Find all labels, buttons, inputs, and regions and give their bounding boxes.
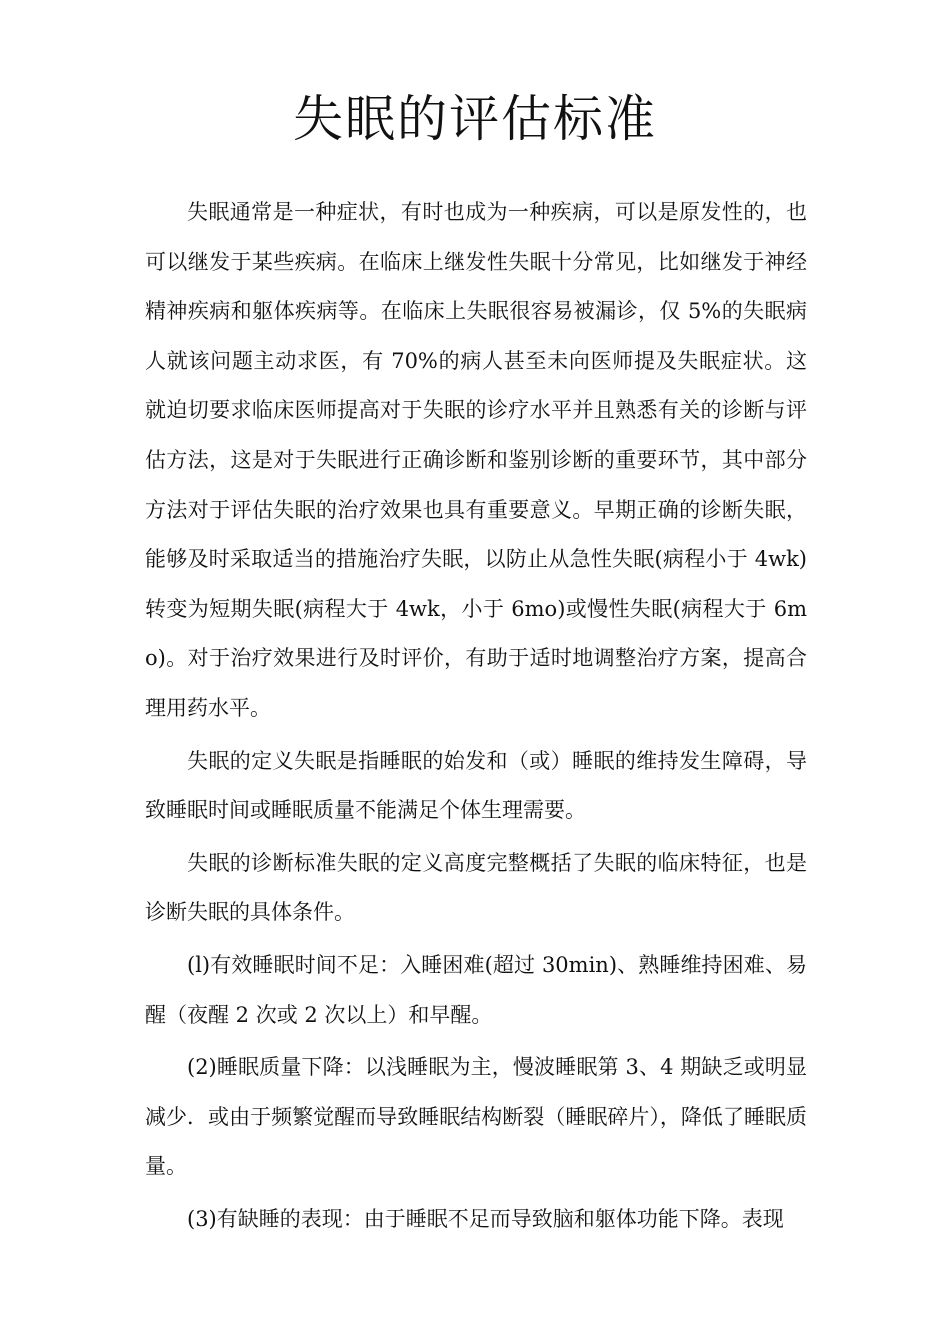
paragraph-criterion-3: (3)有缺睡的表现：由于睡眠不足而导致脑和躯体功能下降。表现: [187, 1206, 784, 1231]
document-body: [145, 188, 807, 1247]
paragraph-criterion-1: (l)有效睡眠时间不足：入睡困难(超过 30min)、熟睡维持困难、易醒（夜醒 2 次或 2 次以上）和早醒。: [145, 952, 807, 1027]
paragraph-definition: 失眠的定义失眠是指睡眠的始发和（或）睡眠的维持发生障碍，导致睡眠时间或睡眠质量不能满足个体生理需要。: [145, 748, 807, 823]
paragraph-intro: 失眠通常是一种症状，有时也成为一种疾病，可以是原发性的，也可以继发于某些疾病。在临床上继发性失眠十分常见，比如继发于神经精神疾病和躯体疾病等。在临床上失眠很容易被漏诊，仅 5%的失眠病人就该问题主动求医，有 70%的病人甚至未向医师提及失眠症状。这就迫切要求临床医师提高对于失眠的诊疗水平并且熟悉有关的诊断与评估方法，这是对于失眠进行正确诊断和鉴别诊断的重要环节，其中部分方法对于评估失眠的治疗效果也具有重要意义。早期正确的诊断失眠，能够及时采取适当的措施治疗失眠，以防止从急性失眠(病程小于 4wk)转变为短期失眠(病程大于 4wk，小于 6mo)或慢性失眠(病程大于 6mo)。对于治疗效果进行及时评价，有助于适时地调整治疗方案，提高合理用药水平。: [145, 200, 807, 720]
paragraph-criterion-2: (2)睡眠质量下降：以浅睡眠为主，慢波睡眠第 3、4 期缺乏或明显减少．或由于频繁觉醒而导致睡眠结构断裂（睡眠碎片），降低了睡眠质量。: [145, 1055, 807, 1179]
paragraph-diagnosis-criteria: 失眠的诊断标准失眠的定义高度完整概括了失眠的临床特征，也是诊断失眠的具体条件。: [145, 850, 807, 925]
document-title: 失眠的评估标准: [293, 90, 657, 148]
